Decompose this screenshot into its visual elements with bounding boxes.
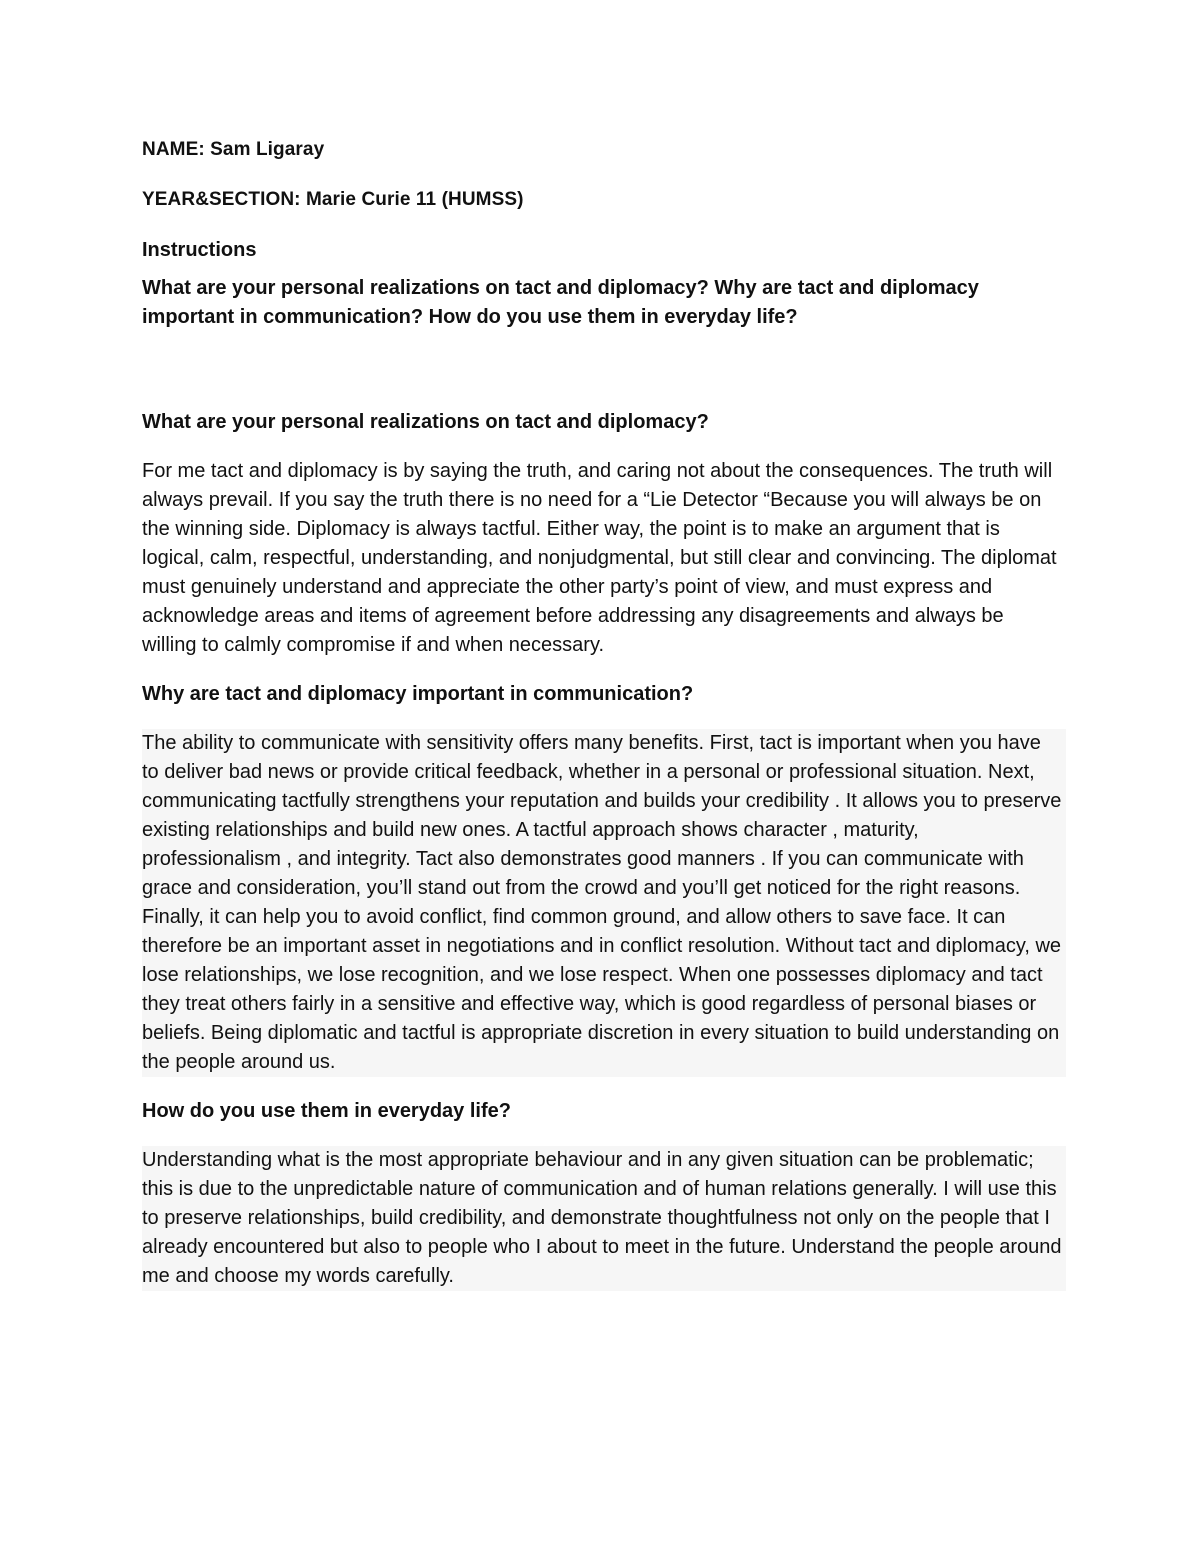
section-heading-importance: Why are tact and diplomacy important in communication? xyxy=(142,683,694,705)
document-page xyxy=(142,136,1062,1311)
answer-realizations: For me tact and diplomacy is by saying the truth, and caring not about the consequences. The truth will always prevail. If you say the truth there is no need for a “Lie Detector “Because you will always be on the winning side. Diplomacy is always tactful. Either way, the point is to make an argument that is logical, calm, respectful, understanding, and nonjudgmental, but still clear and convincing. The diplomat must genuinely understand and appreciate the other party’s point of view, and must express and acknowledge areas and items of agreement before addressing any disagreements and always be willing to calmly compromise if and when necessary. xyxy=(142,460,1057,656)
student-year-section: YEAR&SECTION: Marie Curie 11 (HUMSS) xyxy=(142,189,524,210)
section-heading-realizations: What are your personal realizations on tact and diplomacy? xyxy=(142,411,709,433)
section-heading-everyday-use: How do you use them in everyday life? xyxy=(142,1100,511,1122)
instructions-label: Instructions xyxy=(142,239,257,261)
student-name: NAME: Sam Ligaray xyxy=(142,139,325,160)
instructions-prompt: What are your personal realizations on tact and diplomacy? Why are tact and diplomacy important in communication? How do you use them in everyday life? xyxy=(142,277,979,328)
answer-importance: The ability to communicate with sensitivity offers many benefits. First, tact is important when you have to deliver bad news or provide critical feedback, whether in a personal or professional situation. Next, communicating tactfully strengthens your reputation and builds your credibility . It allows you to preserve existing relationships and build new ones. A tactful approach shows character , maturity, professionalism , and integrity. Tact also demonstrates good manners . If you can communicate with grace and consideration, you’ll stand out from the crowd and you’ll get noticed for the right reasons. Finally, it can help you to avoid conflict, find common ground, and allow others to save face. It can therefore be an important asset in negotiations and in conflict resolution. Without tact and diplomacy, we lose relationships, we lose recognition, and we lose respect. When one possesses diplomacy and tact they treat others fairly in a sensitive and effective way, which is good regardless of personal biases or beliefs. Being diplomatic and tactful is appropriate discretion in every situation to build understanding on the people around us. xyxy=(142,729,1066,1077)
answer-everyday-use: Understanding what is the most appropriate behaviour and in any given situation can be problematic; this is due to the unpredictable nature of communication and of human relations generally. I will use this to preserve relationships, build credibility, and demonstrate thoughtfulness not only on the people that I already encountered but also to people who I about to meet in the future. Understand the people around me and choose my words carefully. xyxy=(142,1146,1066,1291)
